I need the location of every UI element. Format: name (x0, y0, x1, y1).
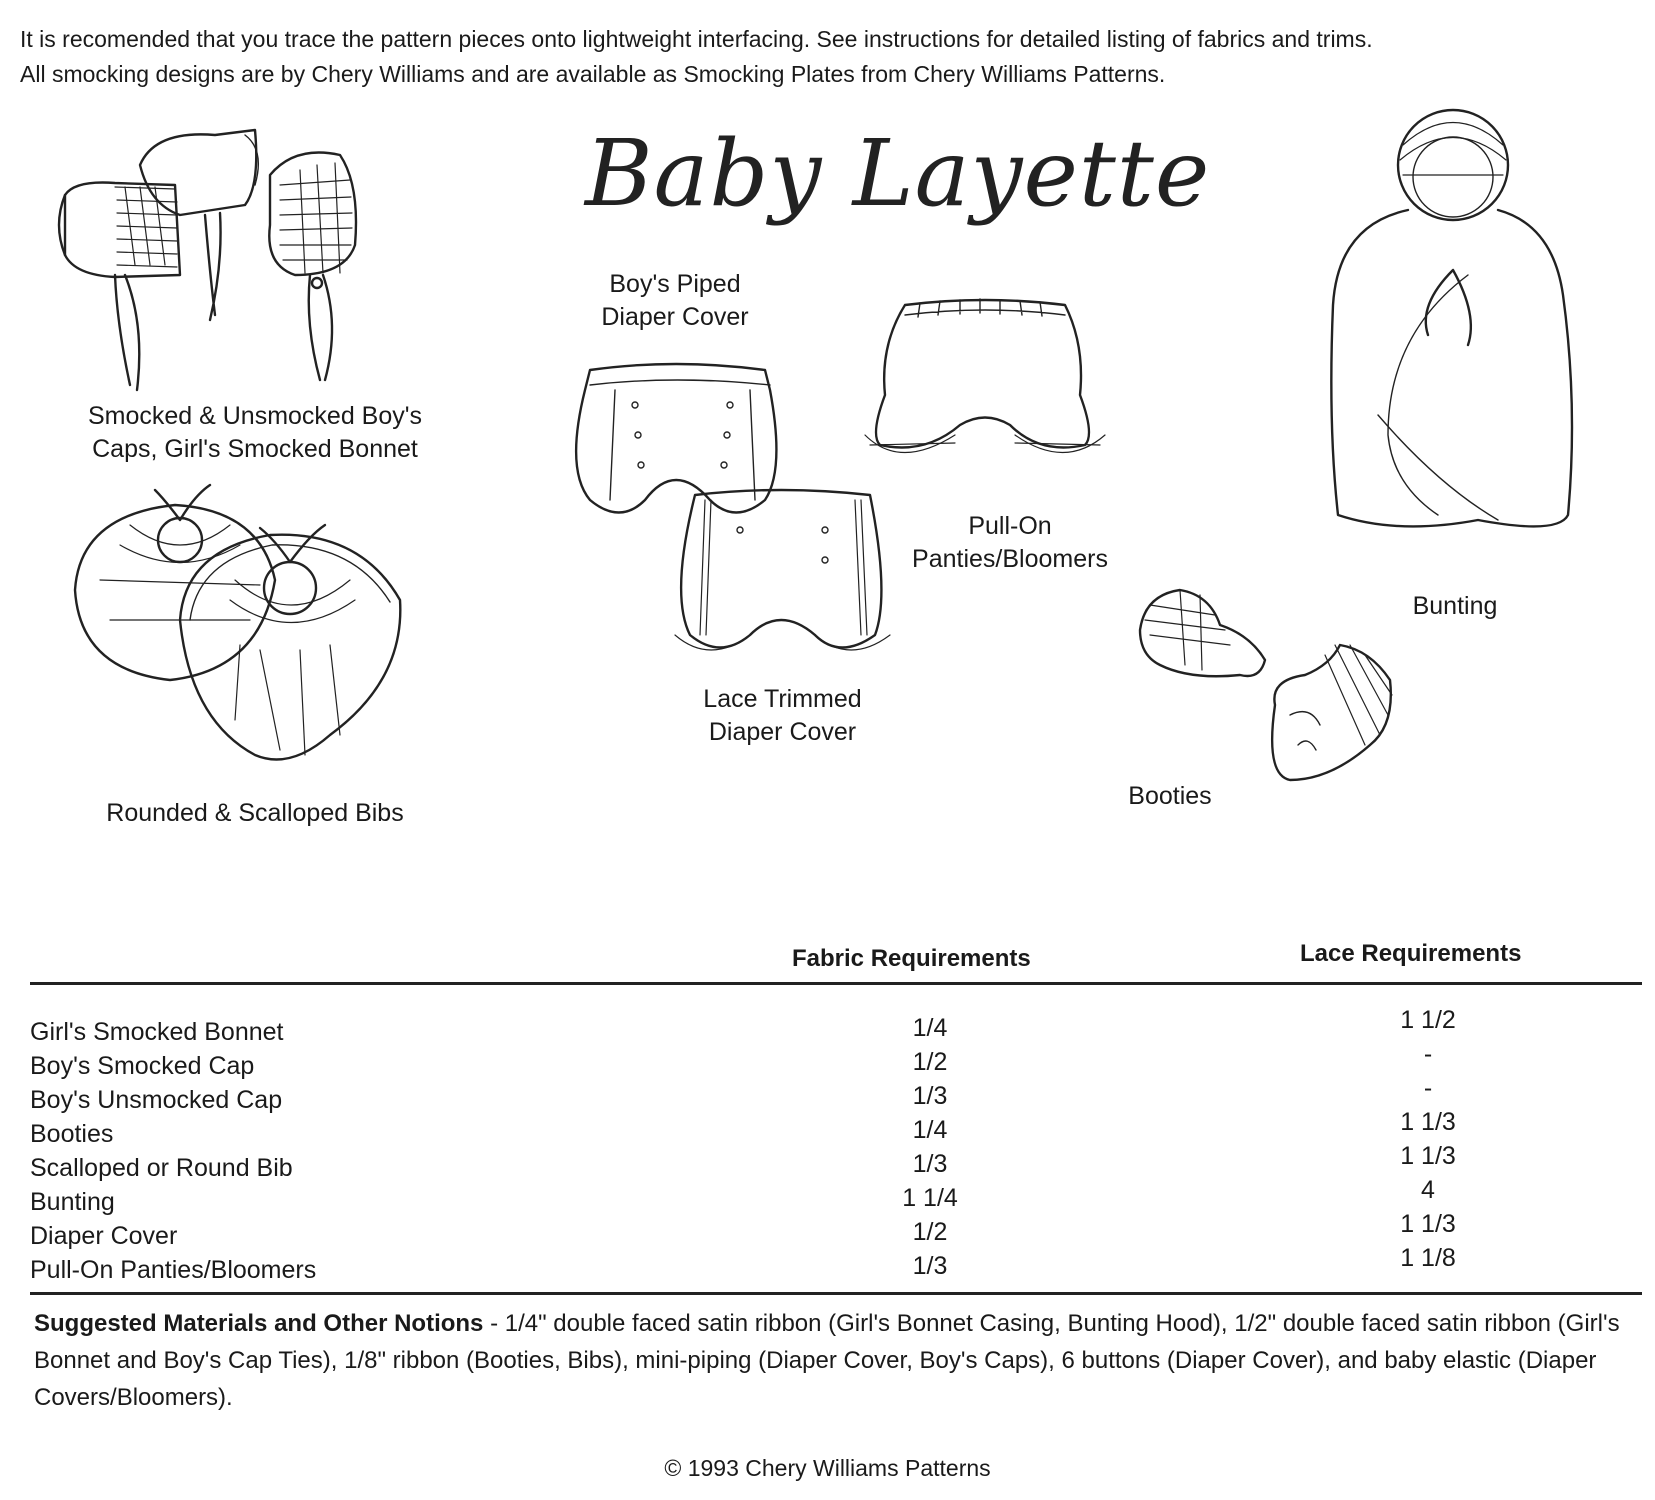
header-lace-requirements: Lace Requirements (1300, 940, 1522, 967)
caption-caps-line-2: Caps, Girl's Smocked Bonnet (92, 435, 418, 463)
copyright: © 1993 Chery Williams Patterns (664, 1455, 991, 1481)
caption-lace-diaper-cover (665, 683, 900, 749)
suggested-materials (34, 1305, 1639, 1416)
caption-pullon-line-2: Panties/Bloomers (912, 545, 1108, 573)
caption-lace-line-1: Lace Trimmed (703, 685, 862, 713)
header-fabric-requirements: Fabric Requirements (792, 945, 1031, 972)
caption-bunting: Bunting (1412, 592, 1498, 620)
caption-lace-line-2: Diaper Cover (708, 718, 857, 746)
table-cell-fabric: 1/2 (912, 1048, 948, 1076)
bloomers-illustration (860, 295, 1110, 470)
caption-piped-diaper-cover (570, 268, 780, 334)
table-cell-fabric: 1/3 (912, 1252, 948, 1280)
table-cell-fabric: 1 1/4 (902, 1184, 958, 1212)
table-row-item: Boy's Smocked Cap (30, 1052, 255, 1080)
page-title: Baby Layette (585, 120, 1211, 227)
caption-bloomers (885, 510, 1135, 576)
caption-pullon-line-1: Pull-On (968, 512, 1052, 540)
caption-piped-line-1: Boy's Piped (609, 270, 741, 298)
table-cell-fabric: 1/4 (912, 1116, 948, 1144)
table-cell-lace: 1 1/3 (1400, 1108, 1456, 1136)
table-row-item: Bunting (30, 1188, 115, 1216)
table-cell-lace: 1 1/8 (1400, 1244, 1456, 1272)
table-cell-lace: - (1423, 1074, 1433, 1102)
table-cell-lace: 1 1/2 (1400, 1006, 1456, 1034)
table-cell-lace: 1 1/3 (1400, 1210, 1456, 1238)
table-row-item: Boy's Unsmocked Cap (30, 1086, 283, 1114)
caps-bonnet-illustration (55, 125, 415, 415)
intro-line-2: All smocking designs are by Chery Williams and are available as Smocking Plates from Chery Williams Patterns. (20, 61, 1166, 87)
caption-bibs: Rounded & Scalloped Bibs (106, 799, 404, 827)
caption-piped-line-2: Diaper Cover (601, 303, 749, 331)
intro-text (20, 22, 1640, 92)
bibs-illustration (60, 470, 430, 780)
table-cell-fabric: 1/4 (912, 1014, 948, 1042)
table-row-item: Girl's Smocked Bonnet (30, 1018, 284, 1046)
table-cell-fabric: 1/3 (912, 1082, 948, 1110)
table-cell-fabric: 1/3 (912, 1150, 948, 1178)
caption-caps (70, 400, 440, 466)
table-cell-lace: 4 (1421, 1176, 1435, 1204)
table-cell-lace: - (1423, 1040, 1433, 1068)
table-row-item: Diaper Cover (30, 1222, 178, 1250)
table-row-item: Scalloped or Round Bib (30, 1154, 293, 1182)
table-cell-lace: 1 1/3 (1400, 1142, 1456, 1170)
caption-booties: Booties (1128, 782, 1212, 810)
caption-caps-line-1: Smocked & Unsmocked Boy's (87, 402, 423, 430)
table-bottom-rule (30, 1292, 1642, 1295)
table-row-item: Booties (30, 1120, 114, 1148)
notes-text: - 1/4" double faced satin ribbon (Girl's Bonnet Casing, Bunting Hood), 1/2" double faced satin ribbon (Girl's Bonnet and Boy's Cap Ties), 1/8" ribbon (Booties, Bibs), mini-piping (Diaper Cover, Boy's Caps), 6 buttons (Diaper Cover), and baby elastic (Diaper Covers/Bloomers). (34, 1310, 1620, 1411)
lace-diaper-cover-illustration (665, 485, 900, 670)
table-cell-fabric: 1/2 (912, 1218, 948, 1246)
table-row-item: Pull-On Panties/Bloomers (30, 1256, 317, 1284)
bunting-illustration (1318, 105, 1583, 555)
table-top-rule (30, 982, 1642, 985)
notes-heading: Suggested Materials and Other Notions (34, 1310, 484, 1337)
intro-line-1: It is recomended that you trace the pattern pieces onto lightweight interfacing. See instructions for detailed listing of fabrics and trims. (20, 26, 1373, 52)
